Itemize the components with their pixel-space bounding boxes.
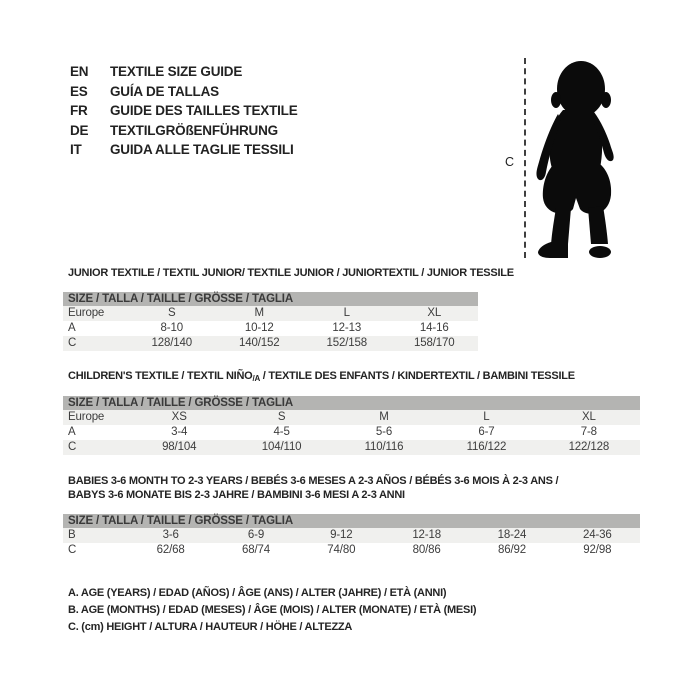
table-cell: 152/158 [326,337,368,349]
table-cell: L [483,411,490,423]
table-cell: 5-6 [375,426,393,438]
children-size-table [63,396,640,455]
table-cell: 80/86 [412,544,441,556]
table-cell: 6-9 [247,529,265,541]
table-cell: 68/74 [241,544,270,556]
height-measure-label: C [505,155,515,169]
row-label: C [68,441,77,453]
row-label: A [68,322,76,334]
table-header: SIZE / TALLA / TAILLE / GRÖSSE / TAGLIA [63,292,478,306]
table-row [63,528,640,543]
table-cell: M [379,411,389,423]
table-cell: 14-16 [419,322,449,334]
height-measure-dashed-line [524,58,526,258]
lang-code: ES [70,83,88,99]
table-cell: 24-36 [582,529,612,541]
children-section-title [68,369,575,386]
babies-size-table [63,514,640,558]
baby-silhouette-icon [530,56,622,262]
row-label: Europe [68,307,105,319]
table-cell: 62/68 [156,544,185,556]
table-row [63,306,478,321]
junior-section-title: JUNIOR TEXTILE / TEXTIL JUNIOR/ TEXTILE JUNIOR / JUNIORTEXTIL / JUNIOR TESSILE [68,267,514,279]
babies-title-line2: BABYS 3-6 MONATE BIS 2-3 JAHRE / BAMBINI 3-6 MESI A 2-3 ANNI [68,489,405,501]
table-cell: XL [581,411,596,423]
table-row [63,425,640,440]
table-cell: 116/122 [466,441,507,453]
table-cell: 12-13 [332,322,362,334]
children-title-post: / TEXTILE DES ENFANTS / KINDERTEXTIL / BAMBINI TESSILE [259,370,575,382]
lang-label: TEXTILGRÖßENFÜHRUNG [110,122,278,138]
table-cell: 3-4 [171,426,188,438]
table-cell: 158/170 [413,337,455,349]
table-cell: 140/152 [238,337,280,349]
language-list [70,62,298,160]
table-row [63,543,640,558]
table-cell: 9-12 [330,529,353,541]
note-a: A. AGE (YEARS) / EDAD (AÑOS) / ÂGE (ANS) / ALTER (JAHRE) / ETÀ (ANNI) [68,587,447,599]
table-cell: L [343,307,350,319]
table-row [63,336,478,351]
table-row [63,440,640,455]
table-cell: XL [427,307,442,319]
table-cell: 10-12 [244,322,274,334]
legend-notes [68,585,476,637]
lang-code: IT [70,142,82,158]
children-title-pre: CHILDREN'S TEXTILE / TEXTIL NIÑO [68,370,253,382]
lang-label: GUIDA ALLE TAGLIE TESSILI [110,142,294,158]
table-cell: 74/80 [327,544,356,556]
table-cell: S [277,411,286,423]
lang-code: FR [70,103,88,119]
table-cell: 6-7 [478,426,495,438]
table-cell: 7-8 [580,426,597,438]
note-c: C. (cm) HEIGHT / ALTURA / HAUTEUR / HÖHE / ALTEZZA [68,621,353,634]
table-cell: 12-18 [412,529,441,541]
lang-label: TEXTILE SIZE GUIDE [110,64,243,79]
row-label: C [68,337,77,349]
table-cell: XS [171,411,187,423]
table-header: SIZE / TALLA / TAILLE / GRÖSSE / TAGLIA [63,396,640,410]
babies-section-title [68,474,558,502]
table-cell: 4-5 [273,426,290,438]
lang-label: GUÍA DE TALLAS [110,83,219,99]
babies-title-line1: BABIES 3-6 MONTH TO 2-3 YEARS / BEBÉS 3-6 MESES A 2-3 AÑOS / BÉBÉS 3-6 MOIS À 2-3 ANS / [68,475,559,487]
table-cell: 128/140 [151,337,193,349]
table-header: SIZE / TALLA / TAILLE / GRÖSSE / TAGLIA [63,514,640,528]
note-b: B. AGE (MONTHS) / EDAD (MESES) / ÂGE (MOIS) / ALTER (MONATE) / ETÀ (MESI) [68,604,477,617]
table-cell: 3-6 [162,529,179,541]
table-cell: 110/116 [364,441,404,453]
row-label: A [68,426,76,438]
table-cell: 98/104 [162,441,197,453]
table-cell: 92/98 [583,544,612,556]
table-row [63,321,478,336]
row-label: C [68,544,77,556]
row-label: B [68,529,76,541]
children-title-sub: /A [252,374,260,383]
table-row [63,410,640,425]
lang-code: DE [70,122,89,138]
table-cell: 18-24 [497,529,527,541]
table-cell: 104/110 [261,441,302,453]
row-label: Europe [68,411,105,423]
table-cell: 86/92 [497,544,526,556]
lang-label: GUIDE DES TAILLES TEXTILE [110,103,298,119]
junior-size-table [63,292,478,351]
table-cell: 122/128 [568,441,610,453]
table-cell: S [167,307,176,319]
lang-code: EN [70,64,89,79]
table-cell: M [254,307,264,319]
table-cell: 8-10 [160,322,183,334]
